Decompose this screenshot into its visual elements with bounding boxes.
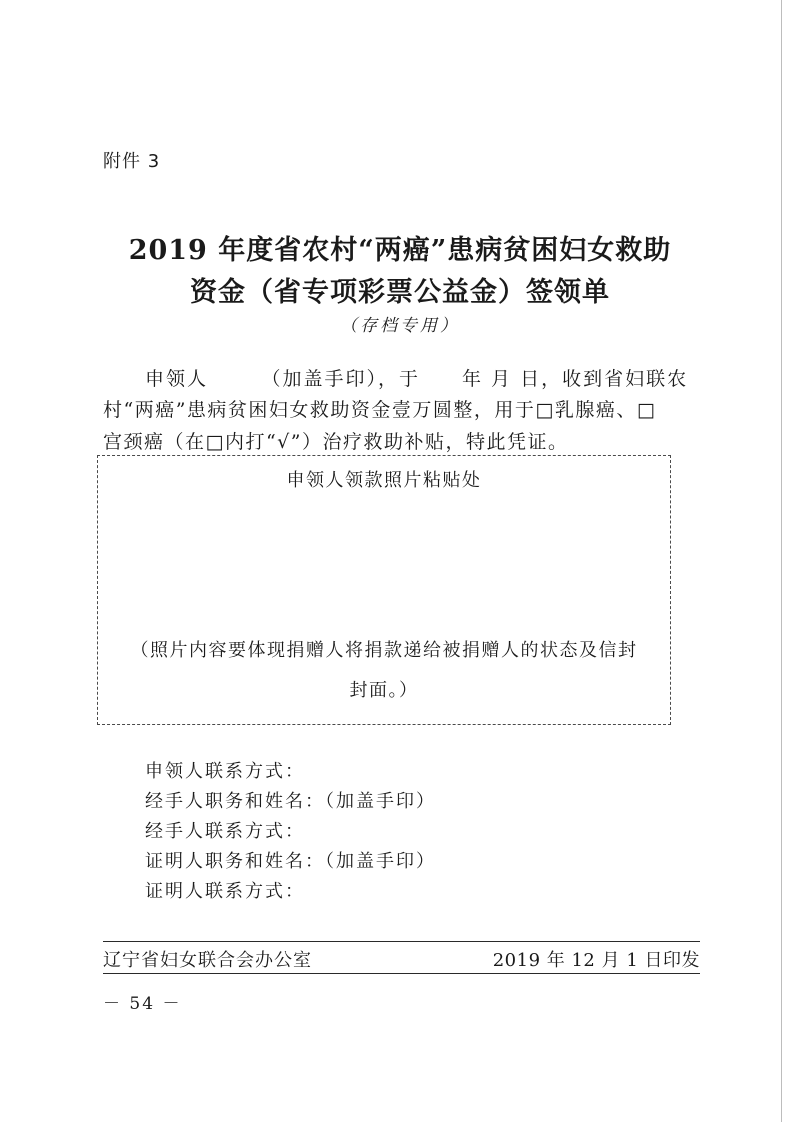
photo-area-note-line-1: （照片内容要体现捐赠人将捐款递给被捐赠人的状态及信封 <box>130 640 638 661</box>
footer-rule-bottom <box>103 973 700 974</box>
document-title-line-2: 资金（省专项彩票公益金）签领单 <box>190 277 610 308</box>
page-edge-line <box>781 0 782 1122</box>
photo-area-note-line-2: 封面。） <box>349 680 419 701</box>
witness-contact: 证明人联系方式： <box>145 881 305 902</box>
footer-issue-date: 2019 年 12 月 1 日印发 <box>492 950 700 971</box>
attachment-label: 附件 3 <box>103 151 161 172</box>
handler-contact: 经手人联系方式： <box>145 821 305 842</box>
page-number: － 54 － <box>103 994 182 1014</box>
footer-organization: 辽宁省妇女联合会办公室 <box>103 950 312 971</box>
document-subtitle: （存档专用） <box>340 316 460 336</box>
receipt-text-line-2: 村“两癌”患病贫困妇女救助资金壹万圆整，用于□乳腺癌、□ <box>103 399 657 421</box>
photo-area-title: 申领人领款照片粘贴处 <box>286 470 482 491</box>
receipt-text-line-1: 申领人 （加盖手印），于 年 月 日，收到省妇联农 <box>145 368 689 390</box>
footer-rule-top <box>103 941 700 942</box>
receipt-text-line-3: 宫颈癌（在□内打“√”）治疗救助补贴，特此凭证。 <box>103 431 569 453</box>
handler-title-name: 经手人职务和姓名：（加盖手印） <box>145 791 436 812</box>
photo-paste-area <box>97 455 671 725</box>
document-title-line-1: 2019 年度省农村“两癌”患病贫困妇女救助 <box>128 235 672 266</box>
applicant-contact: 申领人联系方式： <box>145 761 305 782</box>
witness-title-name: 证明人职务和姓名：（加盖手印） <box>145 851 436 872</box>
